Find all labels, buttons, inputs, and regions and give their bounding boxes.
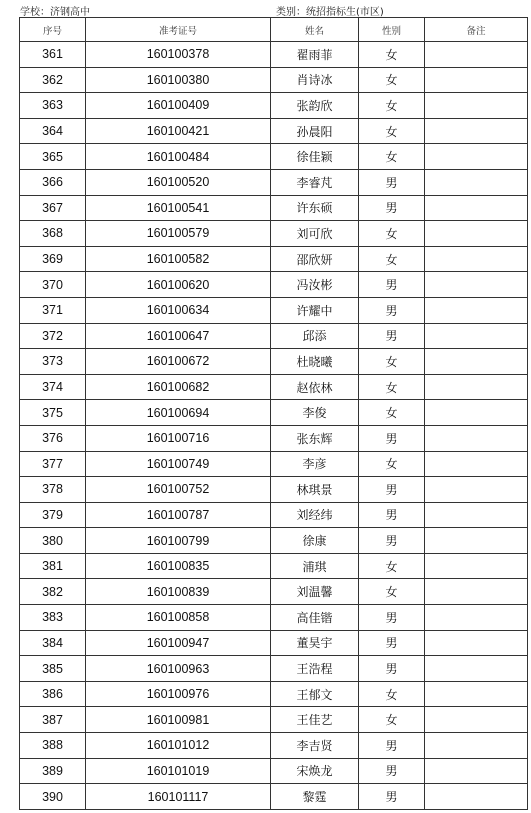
seq-cell: 380 [20,528,86,554]
name-cell: 肖诗冰 [271,67,359,93]
gender-cell: 男 [359,477,425,503]
table-row [20,323,528,349]
remarks-cell [425,246,528,272]
table-row [20,733,528,759]
seq-cell: 364 [20,118,86,144]
column-header-seq: 序号 [20,18,86,42]
exam-id-cell: 160100620 [86,272,271,298]
table-row [20,349,528,375]
remarks-cell [425,400,528,426]
remarks-cell [425,195,528,221]
table-body [20,42,528,810]
remarks-cell [425,605,528,631]
name-cell: 浦琪 [271,553,359,579]
name-cell: 冯汝彬 [271,272,359,298]
remarks-cell [425,272,528,298]
column-header-exam-id: 准考证号 [86,18,271,42]
name-cell: 许东硕 [271,195,359,221]
table-row [20,758,528,784]
gender-cell: 女 [359,246,425,272]
gender-cell: 女 [359,144,425,170]
exam-id-cell: 160100787 [86,502,271,528]
table-row [20,272,528,298]
name-cell: 刘可欣 [271,221,359,247]
name-cell: 李俊 [271,400,359,426]
exam-id-cell: 160100716 [86,425,271,451]
gender-cell: 男 [359,656,425,682]
student-table [19,17,528,810]
table-row [20,246,528,272]
name-cell: 孙晨阳 [271,118,359,144]
table-row [20,707,528,733]
seq-cell: 377 [20,451,86,477]
name-cell: 翟雨菲 [271,42,359,68]
gender-cell: 男 [359,425,425,451]
seq-cell: 389 [20,758,86,784]
exam-id-cell: 160100694 [86,400,271,426]
remarks-cell [425,502,528,528]
remarks-cell [425,374,528,400]
table-row [20,400,528,426]
exam-id-cell: 160100647 [86,323,271,349]
name-cell: 黎霆 [271,784,359,810]
category-label: 类别：统招指标生(市区) [276,7,384,18]
table-row [20,144,528,170]
seq-cell: 376 [20,425,86,451]
table-row [20,195,528,221]
exam-id-cell: 160100976 [86,681,271,707]
gender-cell: 女 [359,67,425,93]
gender-cell: 女 [359,681,425,707]
gender-cell: 女 [359,42,425,68]
exam-id-cell: 160100682 [86,374,271,400]
table-row [20,502,528,528]
seq-cell: 365 [20,144,86,170]
table-row [20,784,528,810]
seq-cell: 371 [20,297,86,323]
exam-id-cell: 160100380 [86,67,271,93]
gender-cell: 女 [359,400,425,426]
gender-cell: 男 [359,272,425,298]
exam-id-cell: 160101019 [86,758,271,784]
exam-id-cell: 160100835 [86,553,271,579]
name-cell: 徐佳颖 [271,144,359,170]
table-row [20,630,528,656]
name-cell: 王浩程 [271,656,359,682]
seq-cell: 375 [20,400,86,426]
column-header-gender: 性别 [359,18,425,42]
seq-cell: 372 [20,323,86,349]
gender-cell: 女 [359,374,425,400]
exam-id-cell: 160100421 [86,118,271,144]
exam-id-cell: 160100839 [86,579,271,605]
school-label: 学校：济钢高中 [20,7,90,18]
seq-cell: 361 [20,42,86,68]
table-row [20,605,528,631]
remarks-cell [425,67,528,93]
exam-id-cell: 160101117 [86,784,271,810]
exam-id-cell: 160100749 [86,451,271,477]
remarks-cell [425,323,528,349]
table-row [20,553,528,579]
seq-cell: 385 [20,656,86,682]
name-cell: 李彦 [271,451,359,477]
remarks-cell [425,144,528,170]
remarks-cell [425,477,528,503]
name-cell: 徐康 [271,528,359,554]
gender-cell: 男 [359,297,425,323]
remarks-cell [425,297,528,323]
seq-cell: 388 [20,733,86,759]
exam-id-cell: 160100947 [86,630,271,656]
exam-id-cell: 160100582 [86,246,271,272]
exam-id-cell: 160100520 [86,169,271,195]
seq-cell: 362 [20,67,86,93]
remarks-cell [425,528,528,554]
name-cell: 宋焕龙 [271,758,359,784]
name-cell: 李睿芃 [271,169,359,195]
seq-cell: 366 [20,169,86,195]
remarks-cell [425,784,528,810]
seq-cell: 370 [20,272,86,298]
remarks-cell [425,656,528,682]
remarks-cell [425,169,528,195]
column-header-remarks: 备注 [425,18,528,42]
name-cell: 张东辉 [271,425,359,451]
seq-cell: 381 [20,553,86,579]
exam-id-cell: 160100409 [86,93,271,119]
name-cell: 邵欣妍 [271,246,359,272]
exam-id-cell: 160100963 [86,656,271,682]
table-row [20,221,528,247]
exam-id-cell: 160100484 [86,144,271,170]
remarks-cell [425,733,528,759]
exam-id-cell: 160100672 [86,349,271,375]
gender-cell: 男 [359,323,425,349]
seq-cell: 374 [20,374,86,400]
gender-cell: 女 [359,451,425,477]
table-row [20,374,528,400]
name-cell: 张韵欣 [271,93,359,119]
seq-cell: 383 [20,605,86,631]
table-header-row [20,18,528,42]
gender-cell: 男 [359,502,425,528]
table-row [20,425,528,451]
table-row [20,477,528,503]
remarks-cell [425,579,528,605]
table-row [20,681,528,707]
seq-cell: 368 [20,221,86,247]
gender-cell: 男 [359,733,425,759]
seq-cell: 379 [20,502,86,528]
remarks-cell [425,451,528,477]
name-cell: 林琪景 [271,477,359,503]
gender-cell: 男 [359,630,425,656]
gender-cell: 女 [359,707,425,733]
table-row [20,528,528,554]
seq-cell: 387 [20,707,86,733]
table-row [20,93,528,119]
exam-id-cell: 160100378 [86,42,271,68]
gender-cell: 男 [359,169,425,195]
seq-cell: 384 [20,630,86,656]
exam-id-cell: 160100579 [86,221,271,247]
gender-cell: 女 [359,118,425,144]
gender-cell: 男 [359,784,425,810]
table-row [20,579,528,605]
name-cell: 许耀中 [271,297,359,323]
seq-cell: 369 [20,246,86,272]
exam-id-cell: 160100799 [86,528,271,554]
remarks-cell [425,425,528,451]
seq-cell: 363 [20,93,86,119]
remarks-cell [425,681,528,707]
seq-cell: 390 [20,784,86,810]
gender-cell: 女 [359,221,425,247]
seq-cell: 373 [20,349,86,375]
exam-id-cell: 160100981 [86,707,271,733]
remarks-cell [425,707,528,733]
name-cell: 王佳艺 [271,707,359,733]
remarks-cell [425,93,528,119]
seq-cell: 378 [20,477,86,503]
table-row [20,169,528,195]
gender-cell: 男 [359,528,425,554]
remarks-cell [425,42,528,68]
remarks-cell [425,758,528,784]
exam-id-cell: 160100634 [86,297,271,323]
table-row [20,451,528,477]
table-row [20,297,528,323]
exam-id-cell: 160100752 [86,477,271,503]
name-cell: 赵依林 [271,374,359,400]
seq-cell: 386 [20,681,86,707]
name-cell: 王郁文 [271,681,359,707]
remarks-cell [425,349,528,375]
gender-cell: 女 [359,579,425,605]
remarks-cell [425,118,528,144]
exam-id-cell: 160101012 [86,733,271,759]
gender-cell: 男 [359,758,425,784]
exam-id-cell: 160100541 [86,195,271,221]
remarks-cell [425,553,528,579]
name-cell: 刘温馨 [271,579,359,605]
column-header-name: 姓名 [271,18,359,42]
name-cell: 杜晓曦 [271,349,359,375]
name-cell: 李吉贤 [271,733,359,759]
gender-cell: 男 [359,195,425,221]
name-cell: 邱添 [271,323,359,349]
exam-id-cell: 160100858 [86,605,271,631]
gender-cell: 女 [359,93,425,119]
remarks-cell [425,630,528,656]
table-row [20,67,528,93]
remarks-cell [425,221,528,247]
seq-cell: 367 [20,195,86,221]
gender-cell: 女 [359,553,425,579]
name-cell: 刘经纬 [271,502,359,528]
table-row [20,118,528,144]
gender-cell: 男 [359,605,425,631]
seq-cell: 382 [20,579,86,605]
table-row [20,42,528,68]
name-cell: 高佳锴 [271,605,359,631]
name-cell: 董昊宇 [271,630,359,656]
gender-cell: 女 [359,349,425,375]
table-row [20,656,528,682]
